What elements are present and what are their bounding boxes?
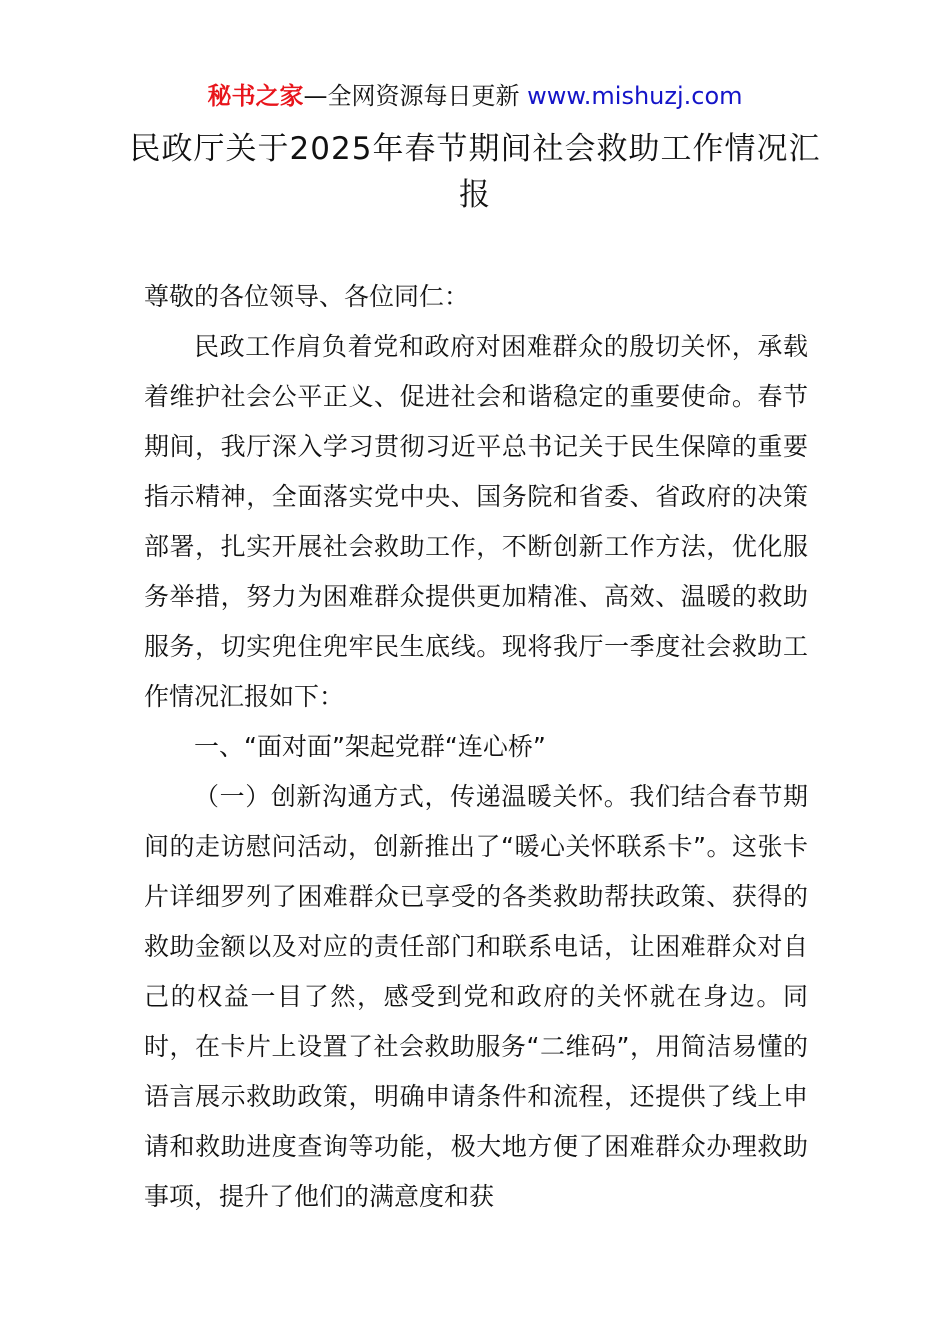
document-title: 民政厅关于2025年春节期间社会救助工作情况汇报 [129,131,821,213]
section-heading: 一、“面对面”架起党群“连心桥” [194,732,546,761]
header-tagline: —全网资源每日更新 [303,82,520,110]
paragraph-intro: 民政工作肩负着党和政府对困难群众的殷切关怀，承载着维护社会公平正义、促进社会和谐稳定的重要使命。春节期间，我厅深入学习贯彻习近平总书记关于民生保障的重要指示精神，全面落实党中央、国务院和省委、省政府的决策部署，扎实开展社会救助工作，不断创新工作方法，优化服务举措，努力为困难群众提供更加精准、高效、温暖的救助服务，切实兜住兜牢民生底线。现将我厅一季度社会救助工作情况汇报如下： [144,332,808,711]
site-header [0,80,950,112]
site-url-link[interactable]: www.mishuzj.com [527,82,743,110]
document-body [144,272,808,1222]
brand-name: 秘书之家 [207,82,304,110]
salutation: 尊敬的各位领导、各位同仁： [144,282,470,311]
paragraph-subsection: （一）创新沟通方式，传递温暖关怀。我们结合春节期间的走访慰问活动，创新推出了“暖心关怀联系卡”。这张卡片详细罗列了困难群众已享受的各类救助帮扶政策、获得的救助金额以及对应的责任部门和联系电话，让困难群众对自己的权益一目了然，感受到党和政府的关怀就在身边。同时，在卡片上设置了社会救助服务“二维码”，用简洁易懂的语言展示救助政策，明确申请条件和流程，还提供了线上申请和救助进度查询等功能，极大地方便了困难群众办理救助事项，提升了他们的满意度和获 [144,782,808,1211]
